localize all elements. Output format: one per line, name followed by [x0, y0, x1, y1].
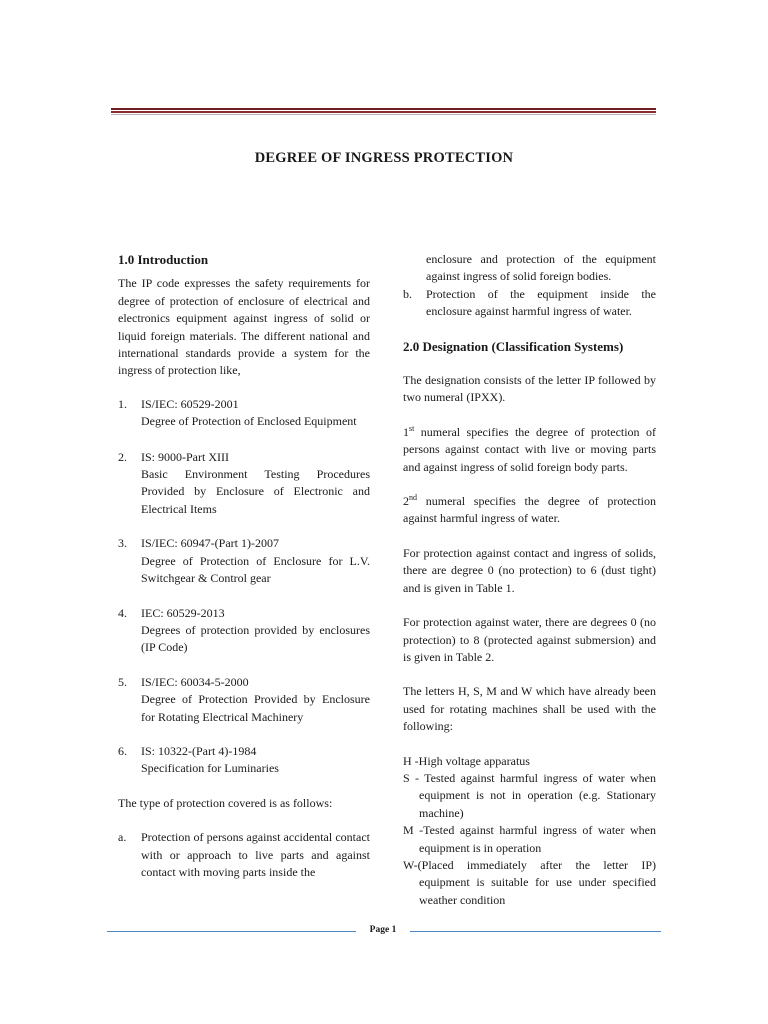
standard-desc: Degree of Protection Provided by Enclosure for Rotating Electrical Machinery — [141, 692, 370, 724]
protection-item-b — [403, 286, 656, 321]
page-number: Page 1 — [369, 925, 397, 935]
standard-code: IEC: 60529-2013 — [141, 605, 225, 620]
letters-paragraph: The letters H, S, M and W which have already been used for rotating machines shall be used with the following: — [403, 684, 656, 734]
header-rule-grey — [111, 114, 656, 115]
header-rule-red — [111, 111, 656, 113]
item-a-continued: enclosure and protection of the equipment against ingress of solid foreign bodies. — [426, 252, 656, 284]
standard-item-6 — [118, 743, 370, 778]
item-b-mark: b. — [403, 286, 412, 301]
second-numeral-paragraph — [403, 493, 656, 528]
standard-desc: Degrees of protection provided by enclosures (IP Code) — [141, 622, 370, 655]
intro-paragraph: The IP code expresses the safety requirements for degree of protection of enclosure of electrical and electronics equipment against ingress of solid or liquid foreign materials. The different national and international standards provide a system for the ingress of protection like, — [118, 276, 370, 378]
water-paragraph: For protection against water, there are degrees 0 (no protection) to 8 (protected against submersion) and is given in Table 2. — [403, 615, 656, 664]
first-numeral-suffix: st — [409, 423, 415, 433]
letter-item-s: S - Tested against harmful ingress of water when equipment is not in operation (e.g. Stationary machine) — [403, 770, 656, 820]
standard-code: IS/IEC: 60529-2001 — [141, 396, 239, 411]
footer-rule-left — [107, 931, 356, 932]
designation-paragraph: The designation consists of the letter IP followed by two numeral (IPXX). — [403, 373, 656, 405]
standard-item-3 — [118, 535, 370, 587]
protection-item-a — [118, 829, 370, 881]
standard-desc: Basic Environment Testing Procedures Provided by Enclosure of Electronic and Electrical Items — [141, 467, 370, 516]
standard-desc: Degree of Protection of Enclosure for L.V. Switchgear & Control gear — [141, 553, 370, 586]
standard-item-4 — [118, 605, 370, 657]
second-numeral-number: 2 — [403, 494, 409, 509]
designation-heading: 2.0 Designation (Classification Systems) — [403, 338, 624, 354]
footer-rule-right — [410, 931, 661, 932]
standard-code: IS/IEC: 60034-5-2000 — [141, 674, 249, 689]
standard-number: 3. — [118, 536, 127, 551]
first-numeral-paragraph — [403, 424, 656, 476]
standard-number: 2. — [118, 449, 127, 464]
letter-item-m: M -Tested against harmful ingress of water when equipment is in operation — [403, 823, 656, 855]
left-column — [118, 251, 370, 881]
intro-heading: 1.0 Introduction — [118, 252, 209, 267]
standard-number: 6. — [118, 743, 127, 758]
item-a-text: Protection of persons against accidental contact with or approach to live parts and against contact with moving parts inside the — [141, 830, 370, 879]
standard-code: IS: 9000-Part XIII — [141, 449, 229, 464]
first-numeral-text: numeral specifies the degree of protection of persons against contact with live or moving parts and against ingress of solid foreign body parts. — [403, 424, 656, 474]
first-numeral-number: 1 — [403, 424, 409, 439]
item-a-mark: a. — [118, 830, 127, 845]
document-title: DEGREE OF INGRESS PROTECTION — [254, 150, 514, 166]
letter-item-h: H -High voltage apparatus — [403, 753, 530, 768]
protection-intro: The type of protection covered is as follows: — [118, 795, 333, 810]
standard-item-1 — [118, 396, 370, 431]
header-rule-dark — [111, 108, 656, 110]
letter-item-w: W-(Placed immediately after the letter IP) equipment is suitable for use under specified weather condition — [403, 857, 656, 907]
second-numeral-text: numeral specifies the degree of protection against harmful ingress of water. — [403, 494, 656, 526]
standard-item-2 — [118, 449, 370, 519]
solids-paragraph: For protection against contact and ingress of solids, there are degree 0 (no protection) to 6 (dust tight) and is given in Table 1. — [403, 545, 656, 595]
standard-desc: Degree of Protection of Enclosed Equipment — [141, 414, 357, 429]
standard-code: IS/IEC: 60947-(Part 1)-2007 — [141, 536, 279, 551]
standard-item-5 — [118, 674, 370, 726]
standard-number: 1. — [118, 396, 127, 411]
standard-number: 4. — [118, 605, 127, 620]
item-b-text: Protection of the equipment inside the enclosure against harmful ingress of water. — [426, 286, 656, 319]
standard-number: 5. — [118, 674, 127, 689]
letters-list — [403, 753, 656, 910]
right-column — [403, 251, 656, 909]
standard-code: IS: 10322-(Part 4)-1984 — [141, 743, 257, 758]
standard-desc: Specification for Luminaries — [141, 761, 279, 776]
second-numeral-suffix: nd — [409, 493, 417, 503]
